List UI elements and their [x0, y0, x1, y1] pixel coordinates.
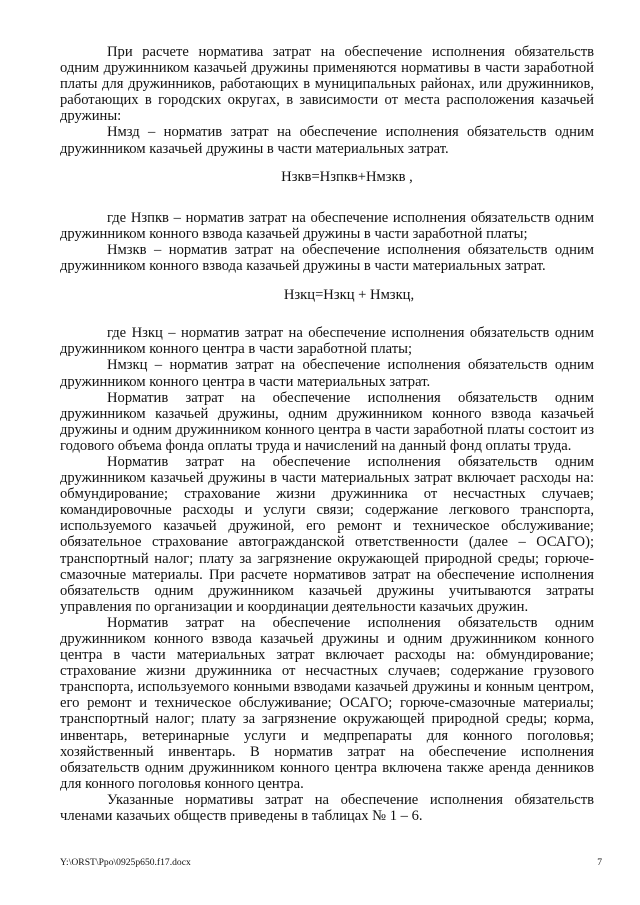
paragraph-salary-norm: Норматив затрат на обеспечение исполнения обязательств одним дружинником казачьей дружины, одним дружинником конного взвода казачьей дружины и одним дружинником конного центра в части заработной платы состоит из годового объема фонда оплаты труда и начислений на данный фонд оплаты труда. [60, 389, 594, 454]
document-page [60, 44, 594, 824]
paragraph-nmzkc-definition: Нмзкц – норматив затрат на обеспечение исполнения обязательств одним дружинником конного центра в части материальных затрат. [60, 357, 594, 390]
formula-nzkv-text: Нзкв=Нзпкв+Нмзкв , [281, 168, 413, 185]
formula-nzkc [60, 287, 594, 303]
footer-file-path: Y:\ORST\Ppo\0925p650.f17.docx [60, 857, 191, 868]
paragraph-nmzd-definition: Нмзд – норматив затрат на обеспечение исполнения обязательств одним дружинником казачьей дружины в части материальных затрат. [60, 124, 594, 157]
paragraph-material-costs-druzhina: Норматив затрат на обеспечение исполнения обязательств одним дружинником казачьей дружины в части материальных затрат включает расходы на: обмундирование; страхование жизни дружинника от несчастных случаев; командировочные расходы и услуги связи; содержание легкового транспорта, используемого казачьей дружиной, его ремонт и техническое обслуживание; обязательное страхование автогражданской ответственности (далее – ОСАГО); транспортный налог; плату за загрязнение окружающей природной среды; горюче-смазочные материалы. При расчете нормативов затрат на обеспечение исполнения обязательств одним дружинником казачьей дружины учитываются затраты управления по организации и координации деятельности казачьих дружин. [60, 453, 594, 615]
paragraph-material-costs-horse: Норматив затрат на обеспечение исполнения обязательств одним дружинником конного взвода казачьей дружины и одним дружинником конного центра в части материальных затрат включает расходы на: обмундирование; страхование жизни дружинника от несчастных случаев; содержание грузового транспорта, используемого конными взводами казачьей дружины и конным центром, его ремонт и техническое обслуживание; ОСАГО; горюче-смазочные материалы; транспортный налог; плату за загрязнение окружающей природной среды; корма, инвентарь, ветеринарные услуги и медпрепараты для конного поголовья; хозяйственный инвентарь. В норматив затрат на обеспечение исполнения обязательств одним дружинником конного центра включена также аренда денников для конного поголовья конного центра. [60, 614, 594, 792]
paragraph-nmzkv-definition: Нмзкв – норматив затрат на обеспечение исполнения обязательств одним дружинником конного взвода казачьей дружины в части материальных затрат. [60, 241, 594, 275]
formula-nzkc-text: Нзкц=Нзкц + Нмзкц, [283, 287, 415, 304]
paragraph-nzpkv-definition: где Нзпкв – норматив затрат на обеспечение исполнения обязательств одним дружинником конного взвода казачьей дружины в части заработной платы; [60, 209, 594, 242]
paragraph-tables-reference: Указанные нормативы затрат на обеспечение исполнения обязательств членами казачьих обществ приведены в таблицах № 1 – 6. [60, 791, 594, 825]
page-footer [60, 857, 602, 868]
footer-page-number: 7 [597, 857, 602, 868]
paragraph-nzkc-definition: где Нзкц – норматив затрат на обеспечение исполнения обязательств одним дружинником конного центра в части заработной платы; [60, 325, 594, 358]
formula-nzkv [60, 169, 594, 185]
paragraph-intro: При расчете норматива затрат на обеспечение исполнения обязательств одним дружинником казачьей дружины применяются нормативы в части заработной платы для дружинников, работающих в муниципальных районах, или дружинников, работающих в городских округах, в зависимости от места расположения казачьей дружины: [60, 44, 594, 125]
